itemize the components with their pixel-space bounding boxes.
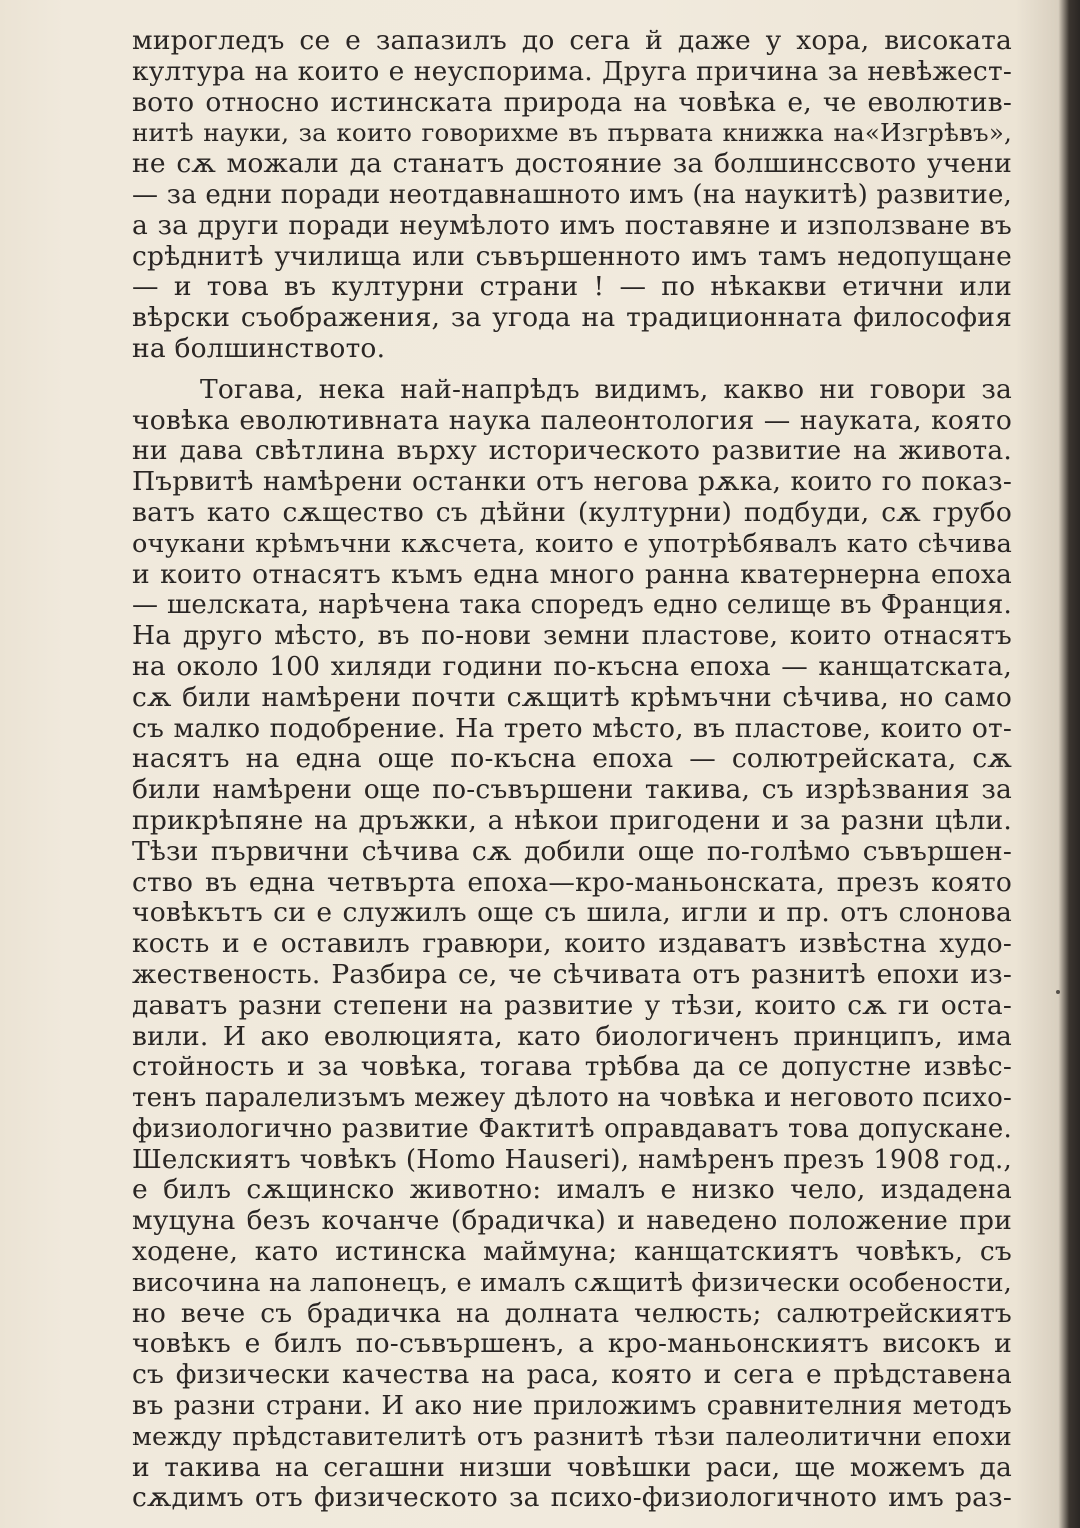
text-line: били намѣрени още по-съвършени такива, съ изрѣзвания за [132,775,1012,806]
text-line: кость и е оставилъ гравюри, които издаватъ извѣстна худо- [132,929,1012,960]
text-line: човѣкъ е билъ по-съвършенъ, а кро-маньонскиятъ високъ и [132,1329,1012,1360]
text-line: стойность и за човѣка, тогава трѣбва да се допустне извѣс- [132,1052,1012,1083]
text-line: тенъ паралелизъмъ межеу дѣлото на човѣка и неговото психо- [132,1083,1012,1114]
text-line: На друго мѣсто, въ по-нови земни пластове, които отнасятъ [132,621,1012,652]
ink-speck [1056,990,1060,994]
text-line: — шелската, нарѣчена така споредъ едно селище въ Франция. [132,590,1012,621]
text-line: ватъ като сѫщество съ дѣйни (културни) подбуди, сѫ грубо [132,497,1012,528]
text-line: даватъ разни степени на развитие у тѣзи, които сѫ ги оста- [132,990,1012,1021]
text-line: жественость. Разбира се, че сѣчивата отъ разнитѣ епохи из- [132,959,1012,990]
text-line: и такива на сегашни низши човѣшки раси, ще можемъ да [132,1452,1012,1483]
text-line: вото относно истинската природа на човѣка е, че еволютив- [132,87,1012,118]
text-line: мирогледъ се е запазилъ до сега й даже у хора, високата [132,26,1012,56]
text-line: ство въ една четвърта епоха—кро-маньонската, презъ която [132,867,1012,898]
text-line: — и това въ културни страни ! — по нѣкакви етични или [132,272,1012,303]
text-line: муцуна безъ кочанче (брадичка) и наведено положение при [132,1206,1012,1237]
text-line: физиологично развитие Фактитѣ оправдаватъ това допускане. [132,1113,1012,1144]
text-line: Шелскиятъ човѣкъ (Homo Hauseri), намѣренъ презъ 1908 год., [132,1144,1012,1175]
text-line: е билъ сѫщинско животно: ималъ е низко чело, издадена [132,1175,1012,1206]
text-line: — за едни поради неотдавнашното имъ (на наукитѣ) развитие, [132,179,1012,210]
text-line: човѣкътъ си е служилъ още съ шила, игли и пр. отъ слонова [132,898,1012,929]
paragraph-1 [132,26,1012,365]
page-text [132,26,1012,1514]
text-line: ни дава свѣтлина върху историческото развитие на живота. [132,436,1012,467]
text-line: между прѣдставителитѣ отъ разнитѣ тѣзи палеолитични епохи [132,1421,1012,1452]
text-line: прикрѣпяне на дръжки, а нѣкои пригодени и за разни цѣли. [132,805,1012,836]
text-line: а за други поради неумѣлото имъ поставяне и използване въ [132,210,1012,241]
text-line: Първитѣ намѣрени останки отъ негова рѫка, които го показ- [132,467,1012,498]
text-line: култура на които е неуспорима. Друга причина за невѣжест- [132,56,1012,87]
text-line: сѫ били намѣрени почти сѫщитѣ крѣмъчни сѣчива, но само [132,682,1012,713]
text-line: Тогава, нека най-напрѣдъ видимъ, какво ни говори за [200,374,1012,405]
text-line: на болшинството. [132,333,386,364]
text-line: нитѣ науки, за които говорихме въ първата книжка на«Изгрѣвъ», [132,118,1012,148]
text-line: въ разни страни. И ако ние приложимъ сравнителния методъ [132,1391,1012,1422]
text-line: не сѫ можали да станатъ достояние за болшинссвото учени [132,149,1012,180]
text-line: на около 100 хиляди години по-късна епоха — канщатската, [132,651,1012,682]
text-line: очукани крѣмъчни кѫсчета, които е употрѣбявалъ като сѣчива [132,528,1012,559]
text-line: човѣка еволютивната наука палеонтология — науката, която [132,405,1012,436]
text-line: Тѣзи първични сѣчива сѫ добили още по-голѣмо съвършен- [132,836,1012,867]
text-line: но вече съ брадичка на долната челюсть; салютрейскиятъ [132,1298,1012,1329]
text-line: съ физически качества на раса, която и сега е прѣдставена [132,1360,1012,1391]
text-line: сѫдимъ отъ физическото за психо-физиологичното имъ раз- [132,1483,1012,1514]
text-line: срѣднитѣ училища или съвършенното имъ тамъ недопущане [132,241,1012,272]
text-line: и които отнасятъ къмъ една много ранна кватернерна епоха [132,559,1012,590]
text-line: вили. И ако еволюцията, като биологиченъ принципъ, има [132,1021,1012,1052]
text-line: ходене, като истинска маймуна; канщатскиятъ човѣкъ, съ [132,1237,1012,1268]
text-line: вѣрски съображения, за угода на традиционната философия [132,303,1012,334]
paragraph-2 [132,375,1012,1514]
text-line: съ малко подобрение. На трето мѣсто, въ пластове, които от- [132,713,1012,744]
text-line: височина на лапонецъ, е ималъ сѫщитѣ физически особености, [132,1267,1012,1298]
text-line: насятъ на една още по-късна епоха — солютрейската, сѫ [132,744,1012,775]
